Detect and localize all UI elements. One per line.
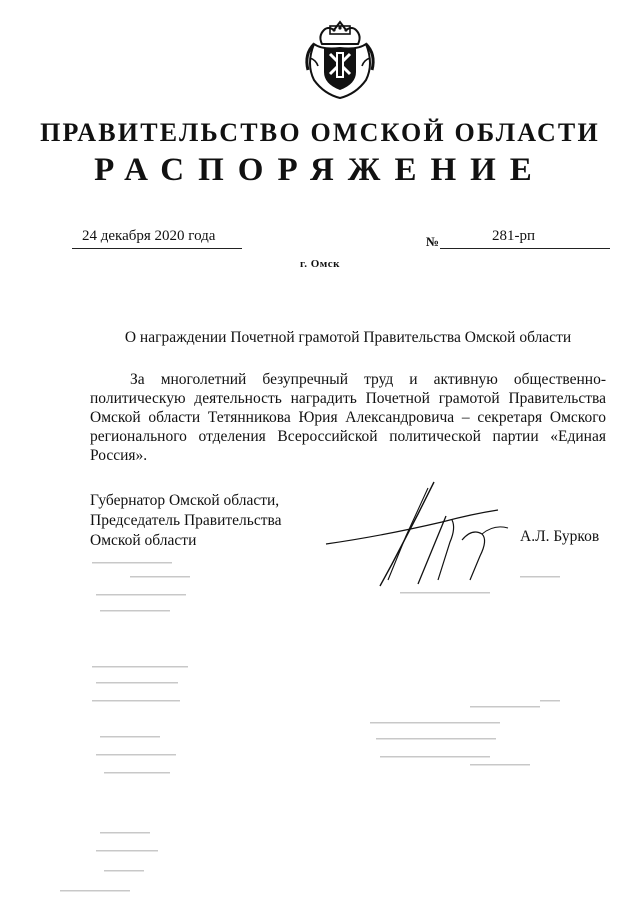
document-type-title: РАСПОРЯЖЕНИЕ	[94, 152, 546, 188]
issuing-city: г. Омск	[299, 258, 341, 270]
show-through-noise	[0, 540, 640, 905]
document-body: За многолетний безупречный труд и активную общественно-политическую деятельность наградить Почетной грамотой Правительства Омской области Тетянникова Юрия Александровича – секретаря Омского регионального отделения Всероссийской политической партии «Единая Россия».	[90, 371, 606, 464]
signer-name: А.Л. Бурков	[520, 528, 600, 545]
number-field	[440, 228, 610, 249]
signer-position-line: Омской области	[90, 532, 197, 549]
signer-position-line: Губернатор Омской области,	[90, 492, 280, 509]
document-subject: О награждении Почетной грамотой Правительства Омской области	[124, 329, 572, 346]
signer-position-line: Председатель Правительства	[90, 512, 282, 529]
document-date: 24 декабря 2020 года	[82, 228, 216, 244]
government-title: ПРАВИТЕЛЬСТВО ОМСКОЙ ОБЛАСТИ	[40, 118, 600, 147]
date-field	[72, 228, 242, 249]
document-number: 281-рп	[492, 228, 536, 244]
omsk-coat-of-arms-icon	[300, 14, 380, 100]
number-sign: №	[426, 234, 440, 249]
